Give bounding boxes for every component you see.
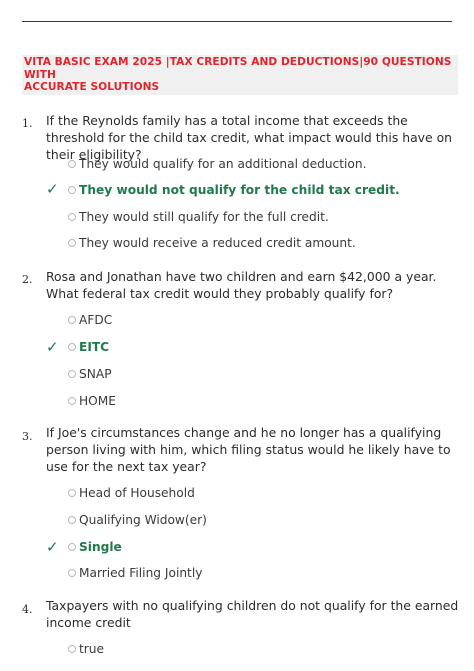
option-label: Qualifying Widow(er) bbox=[79, 513, 207, 527]
top-divider bbox=[22, 21, 452, 22]
q3-option-1[interactable] bbox=[68, 485, 195, 501]
q3-option-4[interactable] bbox=[68, 565, 202, 581]
question-1-number: 1. bbox=[22, 117, 33, 130]
question-3-number: 3. bbox=[22, 430, 33, 443]
question-4-text: Taxpayers with no qualifying children do not qualify for the earned income credit bbox=[46, 598, 459, 630]
checkmark-icon: ✓ bbox=[46, 338, 59, 356]
radio-circle-icon[interactable] bbox=[68, 397, 76, 405]
option-label: They would not qualify for the child tax credit. bbox=[79, 183, 400, 197]
radio-circle-icon[interactable] bbox=[68, 569, 76, 577]
option-label: HOME bbox=[79, 394, 116, 408]
question-2-text: Rosa and Jonathan have two children and earn $42,000 a year. What federal tax credit would they probably qualify for? bbox=[46, 269, 437, 301]
option-label: SNAP bbox=[79, 367, 112, 381]
q2-option-3[interactable] bbox=[68, 366, 112, 382]
radio-circle-icon[interactable] bbox=[68, 489, 76, 497]
option-label: Head of Household bbox=[79, 486, 195, 500]
question-4-number: 4. bbox=[22, 603, 33, 616]
document-title bbox=[22, 55, 458, 95]
radio-circle-icon[interactable] bbox=[68, 343, 76, 351]
q4-option-1[interactable] bbox=[68, 641, 104, 657]
radio-circle-icon[interactable] bbox=[68, 543, 76, 551]
radio-circle-icon[interactable] bbox=[68, 645, 76, 653]
option-label: EITC bbox=[79, 340, 110, 354]
q2-option-1[interactable] bbox=[68, 312, 112, 328]
radio-circle-icon[interactable] bbox=[68, 213, 76, 221]
option-label: They would receive a reduced credit amount. bbox=[79, 236, 356, 250]
option-label: AFDC bbox=[79, 313, 113, 327]
q2-option-2[interactable] bbox=[68, 339, 109, 355]
option-label: Single bbox=[79, 540, 122, 554]
option-label: true bbox=[79, 642, 105, 656]
radio-circle-icon[interactable] bbox=[68, 186, 76, 194]
checkmark-icon: ✓ bbox=[46, 538, 59, 556]
radio-circle-icon[interactable] bbox=[68, 239, 76, 247]
title-line-2: ACCURATE SOLUTIONS bbox=[24, 81, 160, 93]
option-label: They would qualify for an additional deduction. bbox=[79, 157, 367, 171]
q3-option-2[interactable] bbox=[68, 512, 207, 528]
radio-circle-icon[interactable] bbox=[68, 316, 76, 324]
title-line-1: VITA BASIC EXAM 2025 |TAX CREDITS AND DEDUCTIONS|90 QUESTIONS WITH bbox=[24, 56, 452, 81]
q1-option-4[interactable] bbox=[68, 235, 356, 251]
q3-option-3[interactable] bbox=[68, 539, 122, 555]
radio-circle-icon[interactable] bbox=[68, 160, 76, 168]
radio-circle-icon[interactable] bbox=[68, 516, 76, 524]
q1-option-1[interactable] bbox=[68, 156, 366, 172]
question-2-number: 2. bbox=[22, 273, 33, 286]
q1-option-3[interactable] bbox=[68, 209, 329, 225]
q1-option-2[interactable] bbox=[68, 182, 400, 198]
option-label: They would still qualify for the full credit. bbox=[79, 210, 329, 224]
radio-circle-icon[interactable] bbox=[68, 370, 76, 378]
question-3-text: If Joe's circumstances change and he no longer has a qualifying person living with him, which filing status would he likely have to use for the next tax year? bbox=[46, 425, 451, 474]
checkmark-icon: ✓ bbox=[46, 180, 59, 198]
q2-option-4[interactable] bbox=[68, 393, 116, 409]
question-1-text: If the Reynolds family has a total income that exceeds the threshold for the child tax credit, what impact would this have on their eligibility? bbox=[46, 113, 453, 162]
option-label: Married Filing Jointly bbox=[79, 566, 203, 580]
